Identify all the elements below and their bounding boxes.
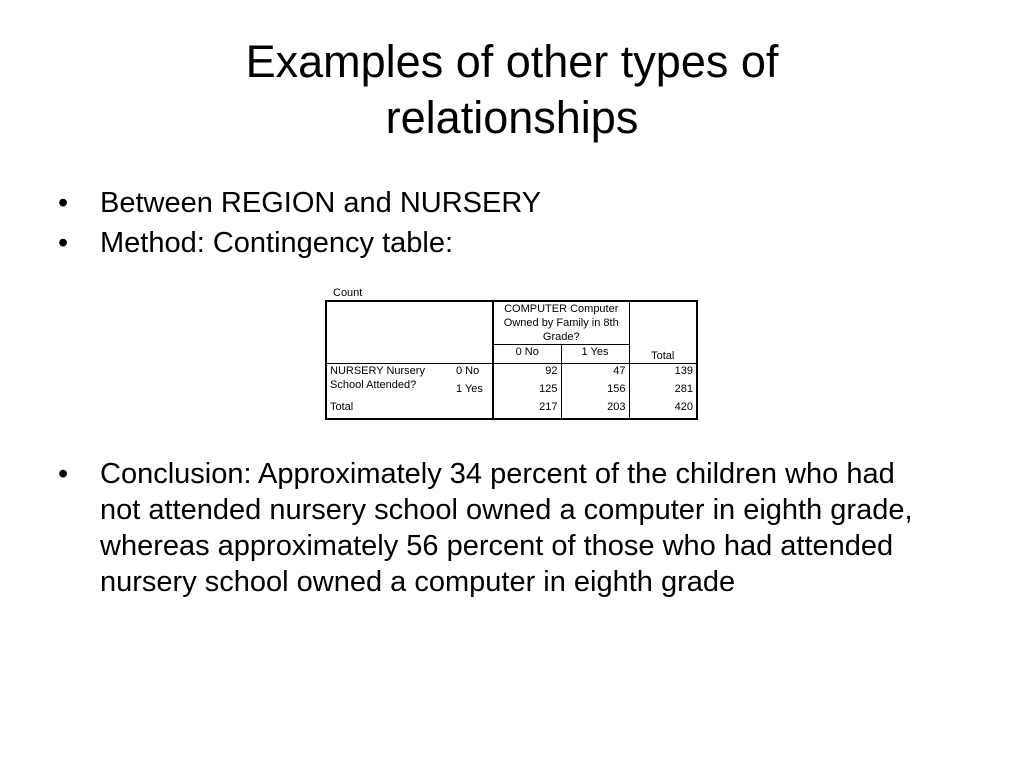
table-cell: 139 <box>674 365 693 377</box>
slide-title-line-2: relationships <box>385 92 639 143</box>
table-cell: 420 <box>674 401 693 413</box>
row-value-yes: 1 Yes <box>453 382 493 400</box>
total-row-label: Total <box>326 400 493 419</box>
table-cell: 217 <box>493 400 561 419</box>
contingency-table <box>325 286 698 420</box>
table-cell: 92 <box>493 364 561 383</box>
table-cell: 203 <box>561 400 629 419</box>
table-cell: 281 <box>674 383 693 395</box>
slide-title-line-1: Examples of other types of <box>245 36 779 87</box>
header-corner <box>326 301 493 364</box>
column-header-yes: 1 Yes <box>561 345 629 364</box>
row-value-no: 0 No <box>453 364 493 383</box>
table-cell: 47 <box>561 364 629 383</box>
column-variable-header: COMPUTER Computer Owned by Family in 8th Grade? <box>493 301 629 345</box>
column-header-total: Total <box>629 301 697 364</box>
table-cell: 156 <box>561 382 629 400</box>
bullet-item: • Between REGION and NURSERY <box>58 183 958 223</box>
column-header-no: 0 No <box>493 345 561 364</box>
slide-title <box>0 34 1024 146</box>
conclusion-list <box>58 456 938 600</box>
table-cell: 125 <box>493 382 561 400</box>
bullet-list <box>58 183 958 263</box>
row-variable-label: NURSERY Nursery School Attended? <box>330 365 425 391</box>
bullet-item: • Method: Contingency table: <box>58 223 958 263</box>
crosstab <box>325 300 698 420</box>
conclusion-item: • Conclusion: Approximately 34 percent of the children who had not attended nursery school owned a computer in eighth grade, whereas approximately 56 percent of those who had attended nursery school owned a computer in eighth grade <box>58 456 938 600</box>
table-caption: Count <box>333 287 363 299</box>
